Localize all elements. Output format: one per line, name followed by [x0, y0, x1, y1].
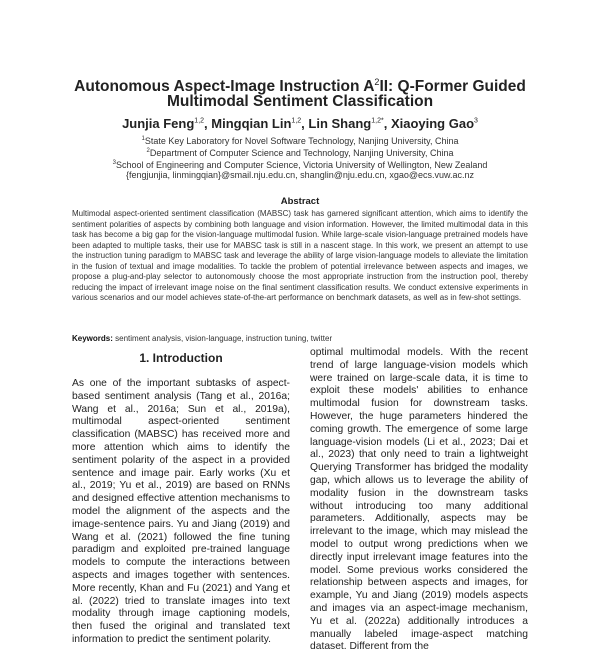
abstract-heading: Abstract [280, 196, 320, 207]
abstract-body: Multimodal aspect-oriented sentiment classification (MABSC) task has garnered significant attention, which aims to identify the sentiment polarities of aspects by combining both language and vision information. However, the limited multimodal data in this task has become a big gap for the vision-language multimodal fusion. While large-scale vision-language pretrained models have been adapted to multiple tasks, their use for MABSC task is still in a nascent stage. In this work, we present an attempt to use the instruction tuning paradigm to MABSC task and leverage the ability of large vision-language models to alleviate the limitation in the fusion of textual and image modalities. To tackle the problem of potential irrelevance between aspects and images, we propose a plug-and-play selector to autonomously choose the most appropriate instruction from the instruction pool, thereby reducing the impact of irrelevant image noise on the final sentiment classification results. We conduct extensive experiments in various scenarios and our model achieves state-of-the-art performance on benchmark datasets, as well as in few-shot settings. [72, 209, 528, 302]
paper-title-line-2: Multimodal Sentiment Classification [166, 93, 434, 110]
section-heading-introduction: 1. Introduction [139, 351, 223, 365]
affiliation-3: $^3$School of Engineering and Computer Science, Victoria University of Wellington, New Zealand [112, 160, 488, 170]
keywords-list: sentiment analysis, vision-language, instruction tuning, twitter [115, 334, 333, 343]
intro-right-column: optimal multimodal models. With the recent trend of large language-vision models which were trained on large-scale data, it is time to exploit these models' abilities to enhance multimodal fusion for downstream tasks. However, the huge parameters hindered the coming growth. The emergence of some large language-vision models (Li et al., 2023; Dai et al., 2023) that only need to train a lightweight Querying Transformer has bridged the modality gap, which allows us to leverage the ability of modality fusion in the downstream tasks without introducing too many additional parameters. Additionally, aspects may be irrelevant to the image, which may mislead the model to output wrong predictions when we directly input irrelevant image features into the model. Some previous works considered the relationship between aspects and images, for example, Yu and Jiang (2019) models aspects and images via an aspect-image mechanism, Yu et al. (2022a) additionally introduces a manually labeled image-aspect matching dataset. Different from the [310, 347, 528, 653]
title-superscript: 2 [374, 77, 380, 87]
affiliation-2: $^2$Department of Computer Science and Technology, Nanjing University, China [146, 148, 454, 158]
author: Xiaoying Gao$^3$ [390, 116, 478, 131]
title-part-1: Autonomous Aspect-Image Instruction A [74, 78, 375, 96]
keywords [72, 334, 528, 343]
author: Junjia Feng$^{1,2}$, [122, 116, 212, 131]
intro-left-column: As one of the important subtasks of aspect-based sentiment analysis (Tang et al., 2016a; Wang et al., 2016a; Sun et al., 2019a), multimodal aspect-oriented sentiment classification (MABSC) has received more and more attention which aims to identify the sentiment polarity of the aspect in a provided sentence and image pair. Early works (Xu et al., 2019; Yu et al., 2019) are based on RNNs and designed effective attention mechanisms to model the alignment of the aspects and the image-sentence pairs. Yu and Jiang (2019) and Wang et al. (2021) followed the fine tuning paradigm and exploited pre-trained language models to compute the interactions between aspects and images together with sentences. More recently, Khan and Fu (2021) and Yang et al. (2022) tried to translate images into text modality through image captioning models, then fused the original and translated text information to predict the sentiment polarity. [72, 378, 290, 645]
author: Mingqian Lin$^{1,2}$, [211, 116, 309, 131]
author: Lin Shang$^{1,2*}$, [308, 116, 391, 131]
author-emails: {fengjunjia, linmingqian}@smail.nju.edu.cn, shanglin@nju.edu.cn, xgao@ecs.vuw.ac.nz [125, 170, 475, 180]
affiliation-1: $^1$State Key Laboratory for Novel Software Technology, Nanjing University, China [141, 136, 459, 146]
keywords-label: Keywords: [72, 334, 113, 343]
title-part-2: II: Q-Former Guided [379, 78, 526, 96]
author-list [0, 116, 600, 131]
